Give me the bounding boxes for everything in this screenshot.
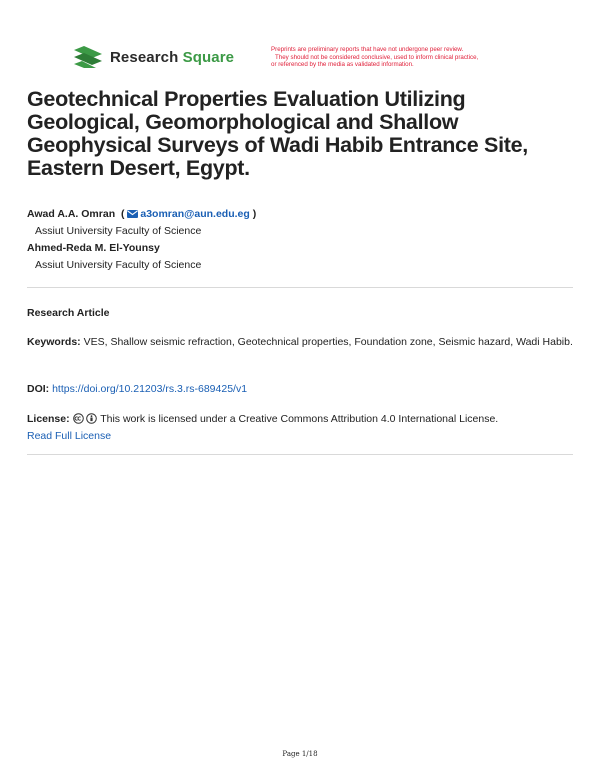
- logo-wordmark: Research Square: [110, 48, 235, 66]
- preprint-disclaimer: [271, 46, 541, 69]
- license-block: [27, 411, 573, 445]
- paper-title: Geotechnical Properties Evaluation Utilizing Geological, Geomorphological and Shallow Geophysical Surveys of Wadi Habib Entrance Site, Eastern Desert, Egypt.: [27, 87, 528, 180]
- creative-commons-icon: [73, 413, 84, 424]
- license-label: License:: [27, 413, 70, 425]
- attribution-icon: [86, 413, 97, 424]
- article-type: Research Article: [27, 307, 110, 319]
- author-name: Ahmed-Reda M. El-Younsy: [27, 242, 160, 254]
- author-entry: [27, 240, 256, 257]
- author-email-link[interactable]: a3omran@aun.edu.eg: [127, 208, 249, 220]
- license-text: This work is licensed under a Creative Commons Attribution 4.0 International License.: [100, 413, 499, 425]
- research-square-logo[interactable]: [74, 46, 234, 68]
- doi-block: [27, 381, 573, 398]
- author-name: Awad A.A. Omran: [27, 208, 116, 220]
- read-full-license-link[interactable]: Read Full License: [27, 430, 112, 442]
- keywords-block: [27, 334, 573, 351]
- page-number: Page 1/18: [282, 750, 318, 758]
- doi-link[interactable]: https://doi.org/10.21203/rs.3.rs-689425/v1: [52, 383, 248, 395]
- disclaimer-line: or referenced by the media as validated information.: [271, 61, 414, 69]
- author-entry: Awad A.A. Omran ( a3omran@aun.edu.eg ): [27, 208, 257, 220]
- author-list: [27, 206, 256, 274]
- disclaimer-line: They should not be considered conclusive, used to inform clinical practice,: [275, 53, 479, 61]
- author-affiliation: Assiut University Faculty of Science: [35, 259, 202, 271]
- doi-label: DOI:: [27, 383, 50, 395]
- divider: [27, 454, 573, 455]
- envelope-icon: [127, 210, 138, 218]
- keywords-text: VES, Shallow seismic refraction, Geotechnical properties, Foundation zone, Seismic hazard, Wadi Habib.: [83, 336, 573, 348]
- research-square-logo-icon: [74, 46, 102, 68]
- divider: [27, 287, 573, 288]
- disclaimer-line: Preprints are preliminary reports that have not undergone peer review.: [271, 46, 464, 53]
- author-affiliation: Assiut University Faculty of Science: [35, 225, 202, 237]
- keywords-label: Keywords:: [27, 336, 81, 348]
